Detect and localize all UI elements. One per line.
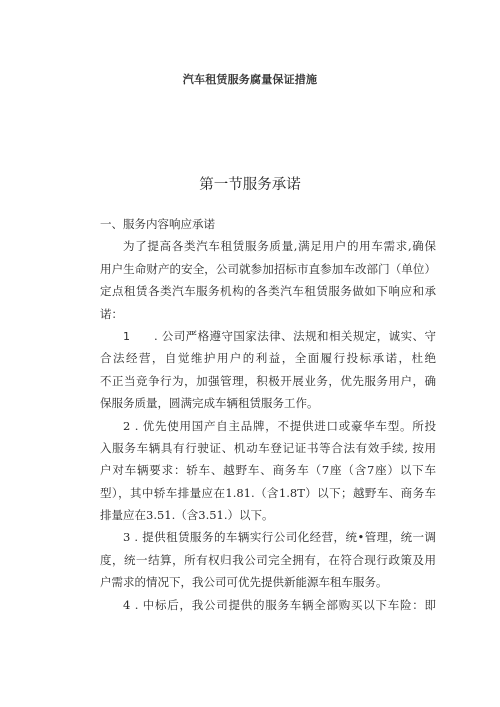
paragraph-line: 合法经营，自觉维护用户的利益，全面履行投标承诺，杜绝: [100, 351, 436, 366]
paragraph-line: [100, 325, 436, 347]
paragraph-line: 定点租赁各类汽车服务机构的各类汽车租赁服务做如下响应和承: [100, 284, 436, 299]
paragraph-line: 为了提高各类汽车租赁服务质量,满足用户的用车需求,确保: [123, 239, 436, 254]
item-1-paragraph: [100, 325, 436, 415]
paragraph-line: 入服务车辆具有行驶证、机动车登记证书等合法有效手续, 按用: [100, 440, 436, 455]
paragraph-line: 型），其中轿车排量应在1.81.（含1.8T）以下；越野车、商务车: [100, 485, 436, 500]
paragraph-line: 户需求的情况下，我公司可优先提供新能源车租车服务。: [100, 575, 388, 590]
paragraph-line: 度，统一结算，所有权归我公司完全拥有，在符合现行政策及用: [100, 552, 436, 567]
section-title: 第一节服务承诺: [199, 177, 301, 193]
item-2-paragraph: [100, 415, 436, 527]
paragraph-line: 诺：: [100, 306, 123, 321]
document-title: 汽车租赁服务腐量保证措施: [182, 73, 318, 86]
item-3-paragraph: [100, 526, 436, 593]
paragraph-line: 4 . 中标后，我公司提供的服务车辆全部购买以下车险：即: [123, 597, 436, 612]
paragraph-line: 3 . 提供租赁服务的车辆实行公司化经营，统•管理，统一调: [123, 530, 436, 545]
intro-paragraph: [100, 235, 436, 325]
paragraph-line: 保服务质量，圆满完成车辆租赁服务工作。: [100, 396, 319, 411]
document-body: [100, 213, 436, 616]
paragraph-line: 户对车辆要求：轿车、越野车、商务车（7座（含7座）以下车: [100, 463, 436, 478]
paragraph-line: 不正当竞争行为，加强管理，积极开展业务，优先服务用户，确: [100, 373, 436, 388]
paragraph-line: 排量应在3.51.（含3.51.）以下。: [100, 508, 274, 523]
paragraph-line: 2 . 优先使用国产自主品牌，不提供进口或豪华车型。所投: [123, 418, 436, 433]
item-text: . 公司严格遵守国家法律、法规和相关规定，诚实、守: [154, 328, 436, 343]
subsection-heading: 一、服务内容响应承诺: [100, 217, 215, 231]
item-4-paragraph: [100, 594, 436, 616]
item-number: 1: [123, 329, 130, 343]
paragraph-line: 用户生命财产的安全，公司就参加招标市直参加车改部门（单位）: [100, 261, 436, 276]
